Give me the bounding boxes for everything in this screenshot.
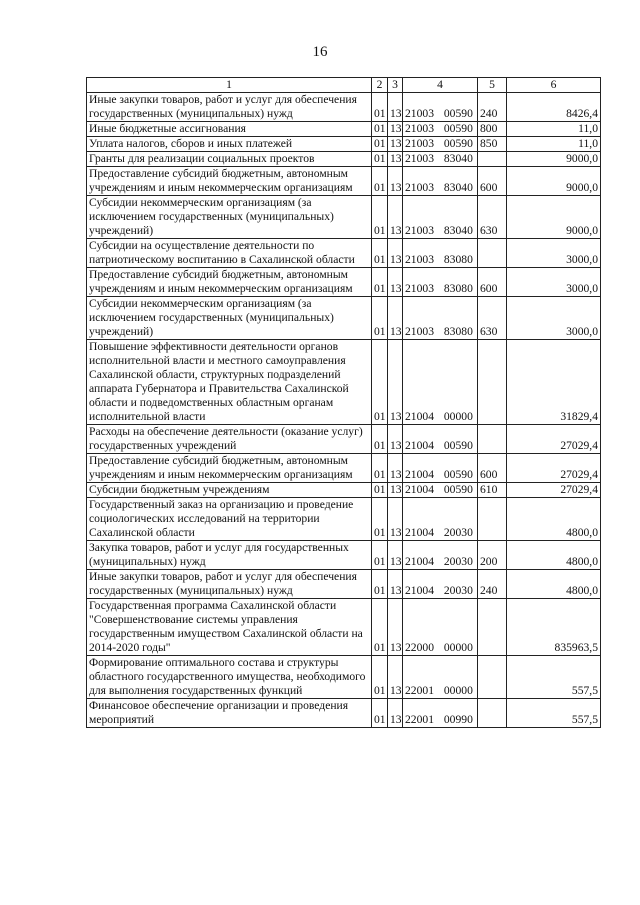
table-row [87,340,601,425]
table-row [87,93,601,122]
table-row [87,196,601,239]
row-expense-type [478,152,507,167]
row-name: Субсидии на осуществление деятельности по патриотическому воспитанию в Сахалинской области [87,239,372,268]
row-name: Государственный заказ на организацию и проведение социологических исследований на территории Сахалинской области [87,498,372,541]
row-amount: 8426,4 [507,93,601,122]
row-amount: 27029,4 [507,425,601,454]
row-section: 01 [372,167,388,196]
row-name: Предоставление субсидий бюджетным, автономным учреждениям и иным некоммерческим организациям [87,268,372,297]
row-amount: 557,5 [507,656,601,699]
row-subsection: 13 [388,122,403,137]
table-header-row [87,78,601,93]
row-name: Расходы на обеспечение деятельности (оказание услуг) государственных учреждений [87,425,372,454]
row-expense-type [478,699,507,728]
table-row [87,297,601,340]
row-section: 01 [372,93,388,122]
table-row [87,570,601,599]
row-expense-type: 630 [478,196,507,239]
header-col-6: 6 [507,78,601,93]
row-target-item: 21004 00590 [403,425,478,454]
row-expense-type: 610 [478,483,507,498]
row-name: Уплата налогов, сборов и иных платежей [87,137,372,152]
row-amount: 835963,5 [507,599,601,656]
row-subsection: 13 [388,656,403,699]
row-amount: 9000,0 [507,167,601,196]
row-section: 01 [372,498,388,541]
row-subsection: 13 [388,137,403,152]
row-subsection: 13 [388,152,403,167]
row-target-item: 21003 00590 [403,122,478,137]
table-row [87,137,601,152]
row-target-item: 21003 83040 [403,167,478,196]
row-amount: 31829,4 [507,340,601,425]
row-target-item: 21004 00590 [403,454,478,483]
row-subsection: 13 [388,297,403,340]
row-expense-type: 630 [478,297,507,340]
row-subsection: 13 [388,541,403,570]
row-subsection: 13 [388,498,403,541]
row-name: Гранты для реализации социальных проектов [87,152,372,167]
table-row [87,699,601,728]
header-col-2: 2 [372,78,388,93]
row-expense-type: 200 [478,541,507,570]
row-section: 01 [372,570,388,599]
row-name: Закупка товаров, работ и услуг для государственных (муниципальных) нужд [87,541,372,570]
row-subsection: 13 [388,699,403,728]
row-subsection: 13 [388,599,403,656]
row-subsection: 13 [388,93,403,122]
row-target-item: 21003 00590 [403,93,478,122]
row-name: Иные закупки товаров, работ и услуг для обеспечения государственных (муниципальных) нужд [87,93,372,122]
row-target-item: 21004 20030 [403,541,478,570]
table-row [87,599,601,656]
row-amount: 27029,4 [507,483,601,498]
row-target-item: 21003 83080 [403,268,478,297]
table-row [87,483,601,498]
row-target-item: 21003 83040 [403,152,478,167]
row-target-item: 21004 00590 [403,483,478,498]
row-target-item: 21003 83080 [403,297,478,340]
row-subsection: 13 [388,196,403,239]
budget-table [86,77,601,728]
row-expense-type [478,599,507,656]
row-section: 01 [372,425,388,454]
row-section: 01 [372,122,388,137]
row-expense-type [478,239,507,268]
row-subsection: 13 [388,239,403,268]
row-section: 01 [372,196,388,239]
row-target-item: 21003 83040 [403,196,478,239]
row-expense-type [478,656,507,699]
table-row [87,268,601,297]
row-name: Субсидии некоммерческим организациям (за исключением государственных (муниципальных) учреждений) [87,297,372,340]
table-row [87,425,601,454]
row-name: Формирование оптимального состава и структуры областного государственного имущества, необходимого для выполнения государственных функций [87,656,372,699]
row-expense-type [478,340,507,425]
table-row [87,656,601,699]
header-col-5: 5 [478,78,507,93]
row-name: Предоставление субсидий бюджетным, автономным учреждениям и иным некоммерческим организациям [87,454,372,483]
row-amount: 4800,0 [507,570,601,599]
row-subsection: 13 [388,454,403,483]
page-number: 16 [312,44,328,60]
row-target-item: 21004 20030 [403,498,478,541]
row-expense-type: 240 [478,93,507,122]
row-section: 01 [372,454,388,483]
row-amount: 3000,0 [507,297,601,340]
row-subsection: 13 [388,268,403,297]
row-section: 01 [372,268,388,297]
row-name: Иные закупки товаров, работ и услуг для обеспечения государственных (муниципальных) нужд [87,570,372,599]
header-col-3: 3 [388,78,403,93]
row-target-item: 22001 00990 [403,699,478,728]
row-section: 01 [372,656,388,699]
row-target-item: 21004 20030 [403,570,478,599]
row-expense-type: 800 [478,122,507,137]
row-amount: 4800,0 [507,498,601,541]
row-subsection: 13 [388,340,403,425]
row-section: 01 [372,699,388,728]
row-section: 01 [372,239,388,268]
row-section: 01 [372,297,388,340]
row-target-item: 21003 00590 [403,137,478,152]
row-target-item: 21004 00000 [403,340,478,425]
row-amount: 557,5 [507,699,601,728]
row-amount: 11,0 [507,137,601,152]
row-name: Субсидии некоммерческим организациям (за исключением государственных (муниципальных) учреждений) [87,196,372,239]
row-expense-type [478,425,507,454]
row-expense-type: 240 [478,570,507,599]
header-col-4: 4 [403,78,478,93]
row-expense-type [478,498,507,541]
row-target-item: 22000 00000 [403,599,478,656]
row-section: 01 [372,340,388,425]
row-target-item: 22001 00000 [403,656,478,699]
row-subsection: 13 [388,570,403,599]
row-amount: 3000,0 [507,239,601,268]
row-amount: 9000,0 [507,152,601,167]
row-target-item: 21003 83080 [403,239,478,268]
row-section: 01 [372,483,388,498]
row-expense-type: 850 [478,137,507,152]
row-name: Субсидии бюджетным учреждениям [87,483,372,498]
row-name: Финансовое обеспечение организации и проведения мероприятий [87,699,372,728]
row-expense-type: 600 [478,268,507,297]
row-name: Иные бюджетные ассигнования [87,122,372,137]
row-subsection: 13 [388,483,403,498]
row-amount: 11,0 [507,122,601,137]
table-row [87,167,601,196]
row-name: Повышение эффективности деятельности органов исполнительной власти и местного самоуправления Сахалинской области, структурных подразделений аппарата Губернатора и Правительства Сахалинской области и подведомственных областным органам исполнительной власти [87,340,372,425]
row-section: 01 [372,541,388,570]
row-section: 01 [372,152,388,167]
row-amount: 3000,0 [507,268,601,297]
table-row [87,122,601,137]
row-amount: 9000,0 [507,196,601,239]
table-row [87,152,601,167]
row-amount: 4800,0 [507,541,601,570]
row-section: 01 [372,599,388,656]
row-expense-type: 600 [478,454,507,483]
row-amount: 27029,4 [507,454,601,483]
row-name: Предоставление субсидий бюджетным, автономным учреждениям и иным некоммерческим организациям [87,167,372,196]
row-expense-type: 600 [478,167,507,196]
row-subsection: 13 [388,425,403,454]
table-row [87,454,601,483]
row-section: 01 [372,137,388,152]
header-col-1: 1 [87,78,372,93]
table-row [87,541,601,570]
row-subsection: 13 [388,167,403,196]
row-name: Государственная программа Сахалинской области "Совершенствование системы управления государственным имуществом Сахалинской области на 2014-2020 годы" [87,599,372,656]
table-row [87,239,601,268]
table-row [87,498,601,541]
